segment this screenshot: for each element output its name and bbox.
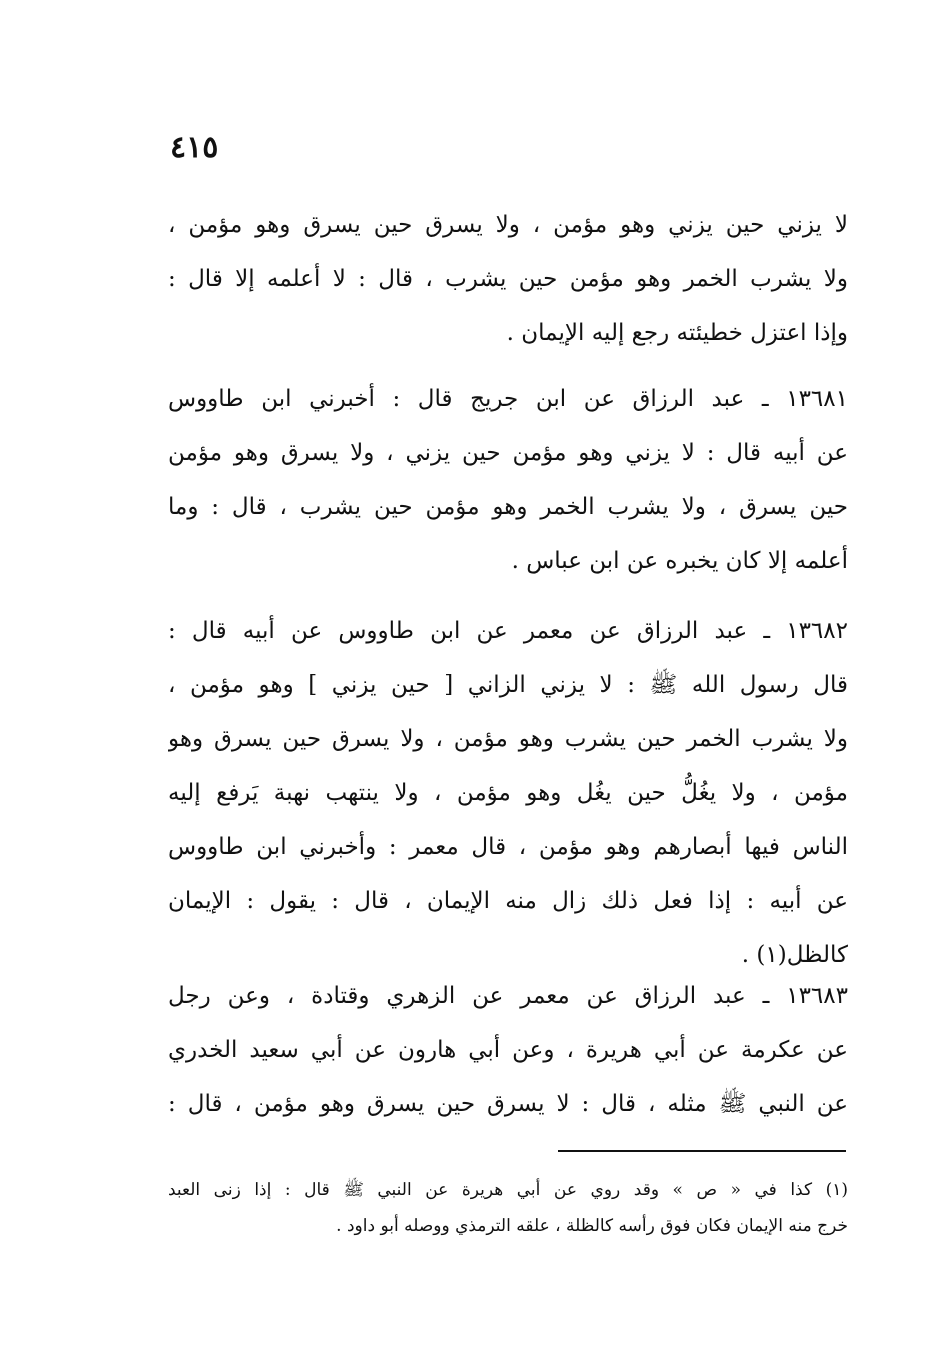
paragraph-line: ١٣٦٨٢ ـ عبد الرزاق عن معمر عن ابن طاووس عن أبيه قال : [168, 618, 848, 644]
footnote-line: (١) كذا في « ص » وقد روي عن أبي هريرة عن النبي ﷺ قال : إذا زنى العبد [168, 1180, 848, 1200]
paragraph-line: ١٣٦٨١ ـ عبد الرزاق عن ابن جريج قال : أخبرني ابن طاووس [168, 386, 848, 412]
paragraph-line: وإذا اعتزل خطيئته رجع إليه الإيمان . [506, 320, 848, 346]
paragraph-line: عن أبيه : إذا فعل ذلك زال منه الإيمان ، قال : يقول : الإيمان [168, 888, 848, 914]
footnote-line: خرج منه الإيمان فكان فوق رأسه كالظلة ، علقه الترمذي ووصله أبو داود . [336, 1216, 848, 1236]
footnote-divider [558, 1150, 846, 1152]
paragraph-line: ولا يشرب الخمر حين يشرب وهو مؤمن ، ولا يسرق حين يسرق وهو [168, 726, 848, 752]
paragraph-line: قال رسول الله ﷺ : لا يزني الزاني [ حين يزني ] وهو مؤمن ، [168, 672, 848, 698]
paragraph-line: عن أبيه قال : لا يزني وهو مؤمن حين يزني ، ولا يسرق وهو مؤمن [168, 440, 848, 466]
paragraph-line: كالظل(١) . [741, 942, 848, 968]
paragraph-line: أعلمه إلا كان يخبره عن ابن عباس . [511, 548, 848, 574]
paragraph-line: الناس فيها أبصارهم وهو مؤمن ، قال معمر : وأخبرني ابن طاووس [168, 834, 848, 860]
paragraph-line: عن عكرمة عن أبي هريرة ، وعن أبي هارون عن أبي سعيد الخدري [168, 1037, 848, 1063]
footnote [168, 1172, 848, 1244]
paragraph-line: لا يزني حين يزني وهو مؤمن ، ولا يسرق حين يسرق وهو مؤمن ، [168, 212, 848, 238]
paragraph-line: ولا يشرب الخمر وهو مؤمن حين يشرب ، قال : لا أعلمه إلا قال : [168, 266, 848, 292]
hadith-13683 [168, 969, 848, 1131]
paragraph-1 [168, 198, 848, 360]
paragraph-line: ١٣٦٨٣ ـ عبد الرزاق عن معمر عن الزهري وقتادة ، وعن رجل [168, 983, 848, 1009]
paragraph-line: مؤمن ، ولا يغُلُّ حين يغُل وهو مؤمن ، ولا ينتهب نهبة يَرفع إليه [168, 780, 848, 806]
hadith-13681 [168, 372, 848, 588]
paragraph-line: حين يسرق ، ولا يشرب الخمر وهو مؤمن حين يشرب ، قال : وما [168, 494, 848, 520]
hadith-13682 [168, 604, 848, 982]
page-number: ٤١٥ [170, 130, 219, 165]
paragraph-line: عن النبي ﷺ مثله ، قال : لا يسرق حين يسرق وهو مؤمن ، قال : [168, 1091, 848, 1117]
